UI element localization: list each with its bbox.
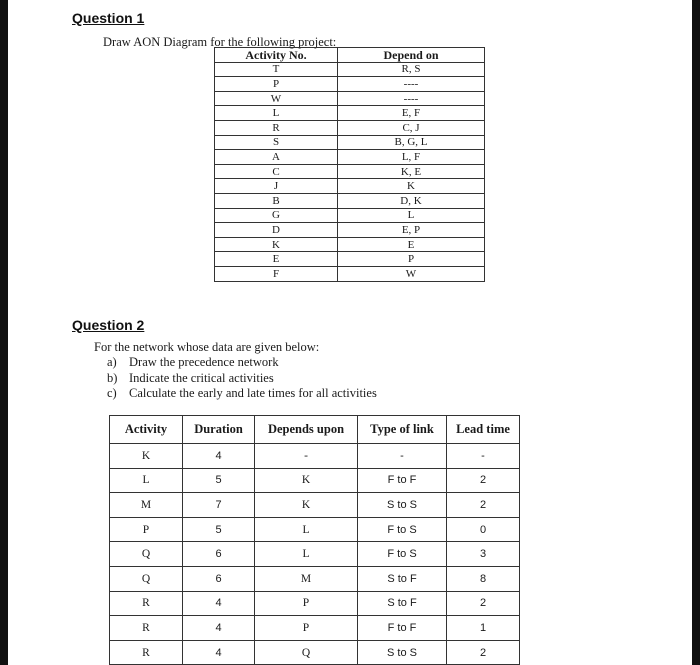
depends-upon-cell: K — [255, 468, 358, 493]
network-data-table — [109, 415, 520, 665]
table-header-row — [110, 416, 520, 444]
left-page-edge — [0, 0, 8, 665]
activity-cell: L — [110, 468, 183, 493]
depend-on-cell: L — [338, 208, 485, 223]
table-header-row — [215, 48, 485, 63]
table-row — [110, 493, 520, 518]
type-of-link-cell: F to S — [358, 517, 447, 542]
table-row — [110, 566, 520, 591]
depend-on-cell: W — [338, 266, 485, 281]
table-row — [110, 616, 520, 641]
depend-on-cell: D, K — [338, 193, 485, 208]
question-1-prompt: Draw AON Diagram for the following project: — [103, 35, 337, 49]
activity-cell: R — [110, 616, 183, 641]
task-list — [107, 355, 377, 402]
activity-cell: J — [215, 179, 338, 194]
table-row — [215, 193, 485, 208]
activity-cell: R — [215, 120, 338, 135]
lead-time-cell: 2 — [447, 468, 520, 493]
depends-upon-cell: Q — [255, 640, 358, 665]
type-of-link-cell: S to F — [358, 591, 447, 616]
activity-cell: W — [215, 91, 338, 106]
list-item — [107, 355, 377, 371]
task-text: Draw the precedence network — [129, 355, 279, 369]
activity-cell: S — [215, 135, 338, 150]
activity-dependency-body — [215, 62, 485, 281]
table-row — [215, 237, 485, 252]
table-row — [215, 266, 485, 281]
type-of-link-cell: S to F — [358, 566, 447, 591]
question-2-title: Question 2 — [72, 317, 145, 333]
depends-upon-cell: - — [255, 444, 358, 469]
activity-no-header: Activity No. — [215, 48, 338, 63]
task-text: Calculate the early and late times for all activities — [129, 386, 377, 400]
table-row — [215, 252, 485, 267]
table-row — [215, 106, 485, 121]
lead-time-cell: 2 — [447, 640, 520, 665]
activity-cell: P — [110, 517, 183, 542]
table-row — [215, 164, 485, 179]
activity-cell: K — [110, 444, 183, 469]
task-marker: b) — [107, 370, 118, 385]
type-of-link-cell: F to F — [358, 616, 447, 641]
task-text: Indicate the critical activities — [129, 370, 274, 385]
depends-upon-cell: M — [255, 566, 358, 591]
lead-time-cell: 2 — [447, 591, 520, 616]
duration-cell: 4 — [183, 640, 255, 665]
duration-cell: 6 — [183, 542, 255, 567]
depend-on-cell: K, E — [338, 164, 485, 179]
table-row — [215, 150, 485, 165]
table-row — [215, 77, 485, 92]
duration-cell: 5 — [183, 517, 255, 542]
table-row — [215, 62, 485, 77]
type-of-link-cell: F to S — [358, 542, 447, 567]
depends-upon-header: Depends upon — [255, 416, 358, 444]
activity-dependency-table — [214, 47, 485, 282]
depend-on-cell: K — [338, 179, 485, 194]
table-row — [110, 591, 520, 616]
activity-cell: K — [215, 237, 338, 252]
duration-cell: 7 — [183, 493, 255, 518]
depend-on-cell: ---- — [338, 91, 485, 106]
type-of-link-cell: S to S — [358, 640, 447, 665]
depends-upon-cell: P — [255, 591, 358, 616]
table-row — [215, 91, 485, 106]
activity-cell: C — [215, 164, 338, 179]
duration-cell: 6 — [183, 566, 255, 591]
activity-header: Activity — [110, 416, 183, 444]
type-of-link-header: Type of link — [358, 416, 447, 444]
network-data-body — [110, 444, 520, 665]
table-row — [110, 640, 520, 665]
depend-on-cell: P — [338, 252, 485, 267]
duration-cell: 4 — [183, 616, 255, 641]
type-of-link-cell: S to S — [358, 493, 447, 518]
depend-on-header: Depend on — [338, 48, 485, 63]
activity-cell: B — [215, 193, 338, 208]
activity-cell: G — [215, 208, 338, 223]
table-row — [215, 223, 485, 238]
duration-cell: 4 — [183, 591, 255, 616]
depends-upon-cell: K — [255, 493, 358, 518]
depend-on-cell: E, F — [338, 106, 485, 121]
table-row — [110, 444, 520, 469]
activity-cell: R — [110, 640, 183, 665]
activity-cell: T — [215, 62, 338, 77]
lead-time-cell: 8 — [447, 566, 520, 591]
activity-cell: Q — [110, 542, 183, 567]
list-item — [107, 371, 377, 387]
depend-on-cell: R, S — [338, 62, 485, 77]
lead-time-cell: 1 — [447, 616, 520, 641]
depends-upon-cell: L — [255, 542, 358, 567]
table-row — [110, 542, 520, 567]
activity-cell: Q — [110, 566, 183, 591]
activity-cell: R — [110, 591, 183, 616]
lead-time-header: Lead time — [447, 416, 520, 444]
lead-time-cell: 3 — [447, 542, 520, 567]
depend-on-cell: B, G, L — [338, 135, 485, 150]
activity-cell: M — [110, 493, 183, 518]
lead-time-cell: 2 — [447, 493, 520, 518]
activity-cell: L — [215, 106, 338, 121]
duration-header: Duration — [183, 416, 255, 444]
table-row — [215, 208, 485, 223]
activity-cell: A — [215, 150, 338, 165]
table-row — [110, 468, 520, 493]
lead-time-cell: 0 — [447, 517, 520, 542]
activity-cell: E — [215, 252, 338, 267]
table-row — [215, 135, 485, 150]
question-2-prompt: For the network whose data are given below: — [94, 340, 320, 354]
duration-cell: 5 — [183, 468, 255, 493]
type-of-link-cell: - — [358, 444, 447, 469]
depend-on-cell: E, P — [338, 223, 485, 238]
type-of-link-cell: F to F — [358, 468, 447, 493]
depend-on-cell: E — [338, 237, 485, 252]
depend-on-cell: ---- — [338, 77, 485, 92]
duration-cell: 4 — [183, 444, 255, 469]
activity-cell: F — [215, 266, 338, 281]
table-row — [110, 517, 520, 542]
depends-upon-cell: L — [255, 517, 358, 542]
task-marker: a) — [107, 355, 117, 369]
depend-on-cell: L, F — [338, 150, 485, 165]
table-row — [215, 179, 485, 194]
table-row — [215, 120, 485, 135]
question-1-title: Question 1 — [72, 10, 145, 26]
depends-upon-cell: P — [255, 616, 358, 641]
activity-cell: D — [215, 223, 338, 238]
activity-cell: P — [215, 77, 338, 92]
lead-time-cell: - — [447, 444, 520, 469]
task-marker: c) — [107, 386, 117, 400]
depend-on-cell: C, J — [338, 120, 485, 135]
right-page-edge — [692, 0, 700, 665]
list-item — [107, 386, 377, 402]
